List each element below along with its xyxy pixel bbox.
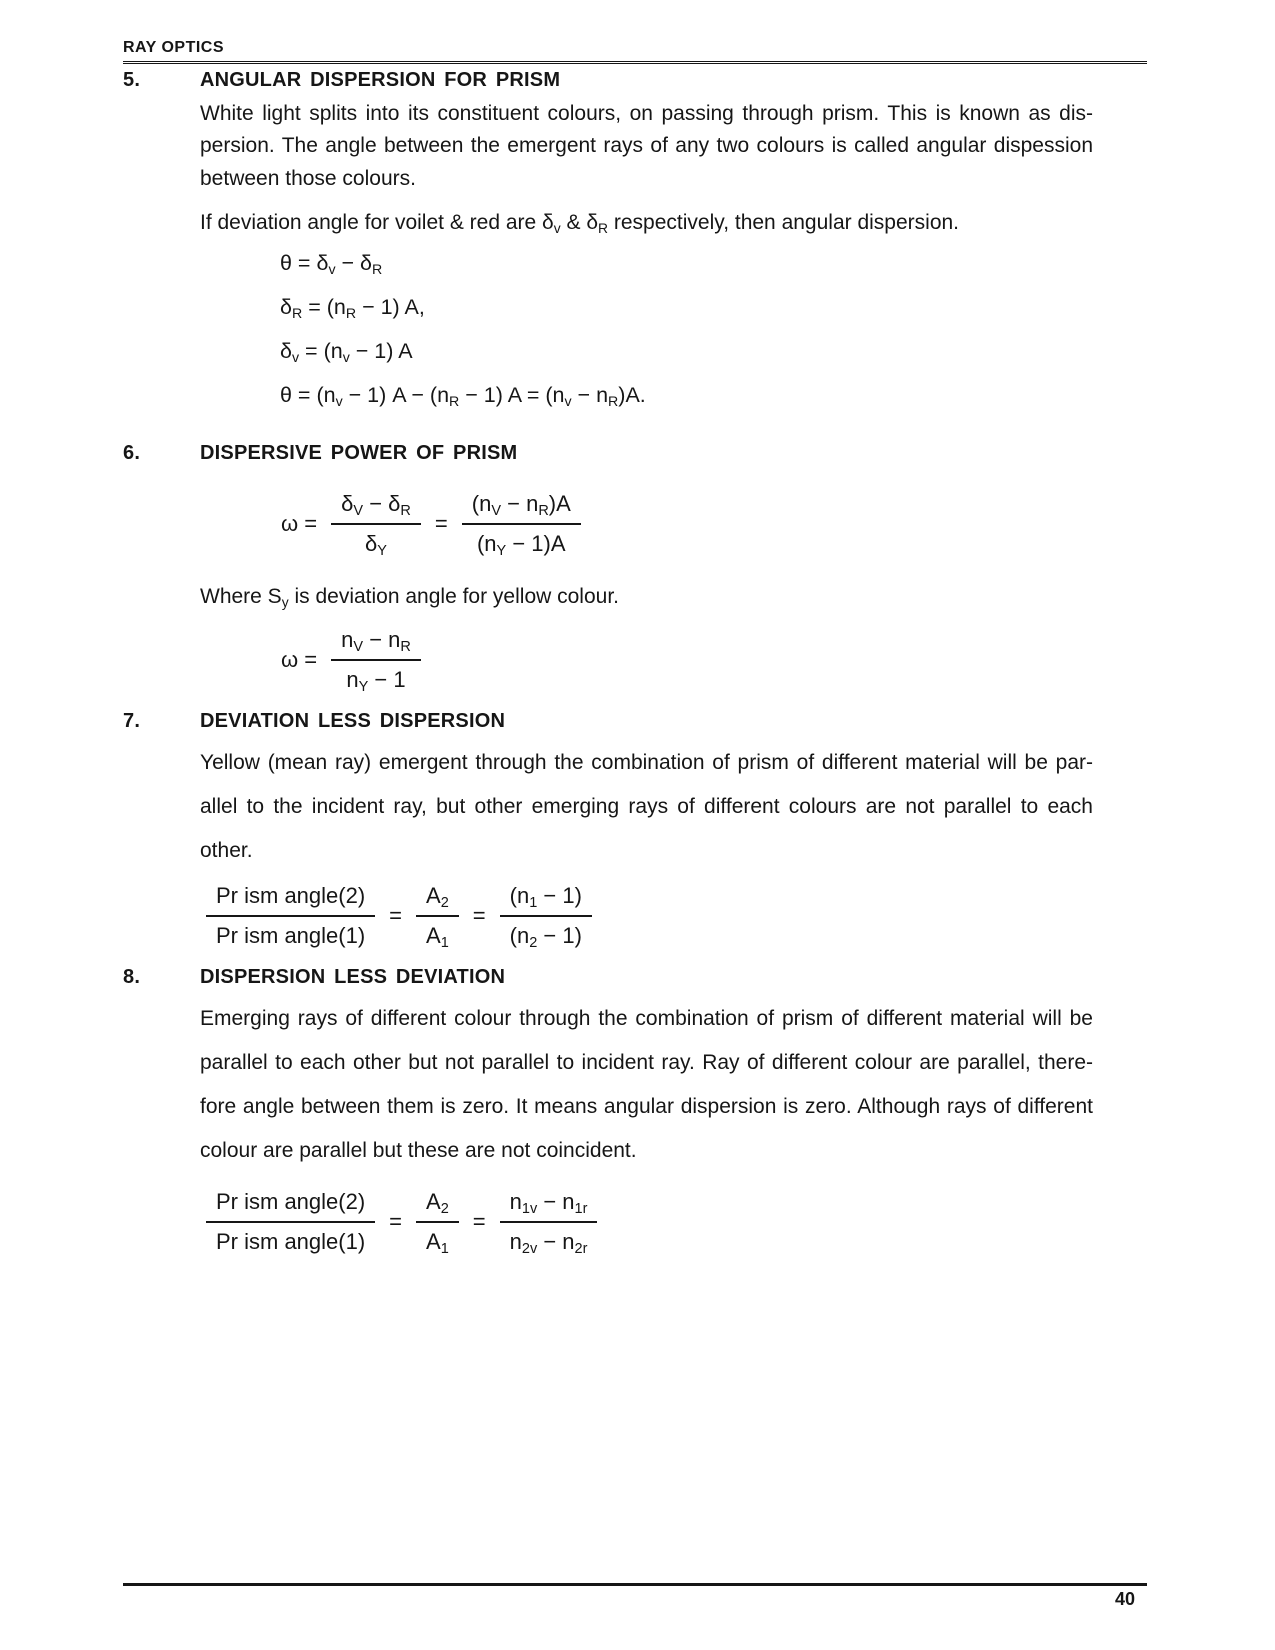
fraction-numerator: Pr ism angle(2) (206, 1187, 375, 1223)
fraction (416, 1187, 459, 1257)
fraction-denominator: $(n_Y - 1)A$ (476, 530, 566, 559)
paragraph-line: persion. The angle between the emergent rays of any two colours is called angular dispession (200, 134, 1093, 158)
fraction (331, 625, 421, 695)
fraction (500, 881, 592, 951)
section-5-intro-line: If deviation angle for voilet & red are $\delta_v$ & $\delta_R$ respectively, then angular dispersion. (200, 210, 960, 236)
equation-line: $\theta = \delta_v - \delta_R$ (280, 250, 383, 278)
fraction-numerator: Pr ism angle(2) (206, 881, 375, 917)
section-number: 7. (123, 709, 141, 732)
fraction-denominator: $\delta_Y$ (365, 530, 387, 559)
fraction-numerator: $n_V - n_R$ (331, 625, 421, 661)
section-number: 6. (123, 441, 141, 464)
paragraph-line: Yellow (mean ray) emergent through the combination of prism of different material will be par- (200, 750, 1093, 774)
paragraph-line: Emerging rays of different colour through the combination of prism of different material will be (200, 1006, 1093, 1030)
fraction-numerator: $n_{1v} - n_{1r}$ (500, 1187, 598, 1223)
fraction-numerator: $(n_V - n_R)A$ (462, 489, 581, 525)
dispersive-power-simple-formula (273, 625, 1147, 695)
fraction (331, 489, 421, 559)
section-5-paragraph (200, 98, 1093, 195)
dispersive-power-formula (273, 489, 1147, 559)
fraction-denominator: $A_1$ (426, 922, 449, 951)
section-8-paragraph (200, 997, 1093, 1173)
fraction-denominator: $n_Y - 1$ (346, 666, 406, 695)
section-title: DEVIATION LESS DISPERSION (200, 709, 506, 732)
fraction (416, 881, 459, 951)
fraction-denominator: Pr ism angle(1) (216, 1228, 366, 1254)
fraction-denominator: $(n_2 - 1)$ (509, 922, 582, 951)
equation-line: $\theta = (n_v - 1) A - (n_R - 1) A = (n_v - n_R)A$. (280, 382, 646, 410)
equation-line: $\delta_v = (n_v - 1)$ A (280, 338, 413, 366)
paragraph-line: other. (200, 838, 253, 862)
prism-angle-ratio-formula-2 (200, 1187, 1147, 1257)
paragraph-line: parallel to each other but not parallel to incident ray. Ray of different colour are parallel, there- (200, 1050, 1093, 1074)
fraction (500, 1187, 598, 1257)
section-5-heading (123, 68, 1147, 92)
equals-sign: = (472, 902, 486, 928)
section-5-equations (280, 241, 1147, 417)
footer-rule (123, 1583, 1147, 1586)
equals-sign: = (389, 902, 403, 928)
paragraph-line: allel to the incident ray, but other emerging rays of different colours are not parallel to each (200, 794, 1093, 818)
section-number: 8. (123, 965, 141, 988)
section-title: ANGULAR DISPERSION FOR PRISM (200, 69, 561, 91)
section-title: DISPERSION LESS DEVIATION (200, 965, 506, 988)
section-8-heading (123, 965, 1147, 989)
section-6-heading (123, 441, 1147, 465)
fraction-numerator: $A_2$ (416, 881, 459, 917)
page-number: 40 (1114, 1589, 1135, 1609)
prism-angle-ratio-formula (200, 881, 1147, 951)
header-title: RAY OPTICS (123, 39, 225, 56)
fraction-denominator: $n_{2v} - n_{2r}$ (509, 1228, 588, 1257)
page-content (123, 68, 1147, 1257)
section-7-paragraph (200, 741, 1093, 873)
header-rule (123, 61, 1147, 64)
equals-sign: = (434, 510, 448, 536)
fraction-numerator: $(n_1 - 1)$ (500, 881, 592, 917)
formula-lhs: ω = (281, 510, 318, 536)
equals-sign: = (472, 1208, 486, 1234)
fraction-numerator: $\delta_V - \delta_R$ (331, 489, 421, 525)
section-7-heading (123, 709, 1147, 733)
running-header (123, 39, 1147, 64)
equals-sign: = (389, 1208, 403, 1234)
paragraph-line: between those colours. (200, 166, 416, 190)
equation-line: $\delta_R = (n_R - 1)$ A, (280, 294, 425, 322)
paragraph-line: colour are parallel but these are not coincident. (200, 1138, 637, 1162)
section-title: DISPERSIVE POWER OF PRISM (200, 441, 518, 464)
paragraph-line: White light splits into its constituent colours, on passing through prism. This is known as dis- (200, 102, 1093, 125)
fraction (206, 1187, 375, 1257)
section-number: 5. (123, 69, 141, 91)
paragraph-line: fore angle between them is zero. It means angular dispersion is zero. Although rays of different (200, 1094, 1093, 1118)
fraction-denominator: $A_1$ (426, 1228, 449, 1257)
section-6-note: Where $S_y$ is deviation angle for yellow colour. (200, 584, 619, 610)
fraction-numerator: $A_2$ (416, 1187, 459, 1223)
fraction-denominator: Pr ism angle(1) (216, 922, 366, 948)
fraction (206, 881, 375, 951)
fraction (462, 489, 581, 559)
formula-lhs: ω = (281, 646, 318, 672)
